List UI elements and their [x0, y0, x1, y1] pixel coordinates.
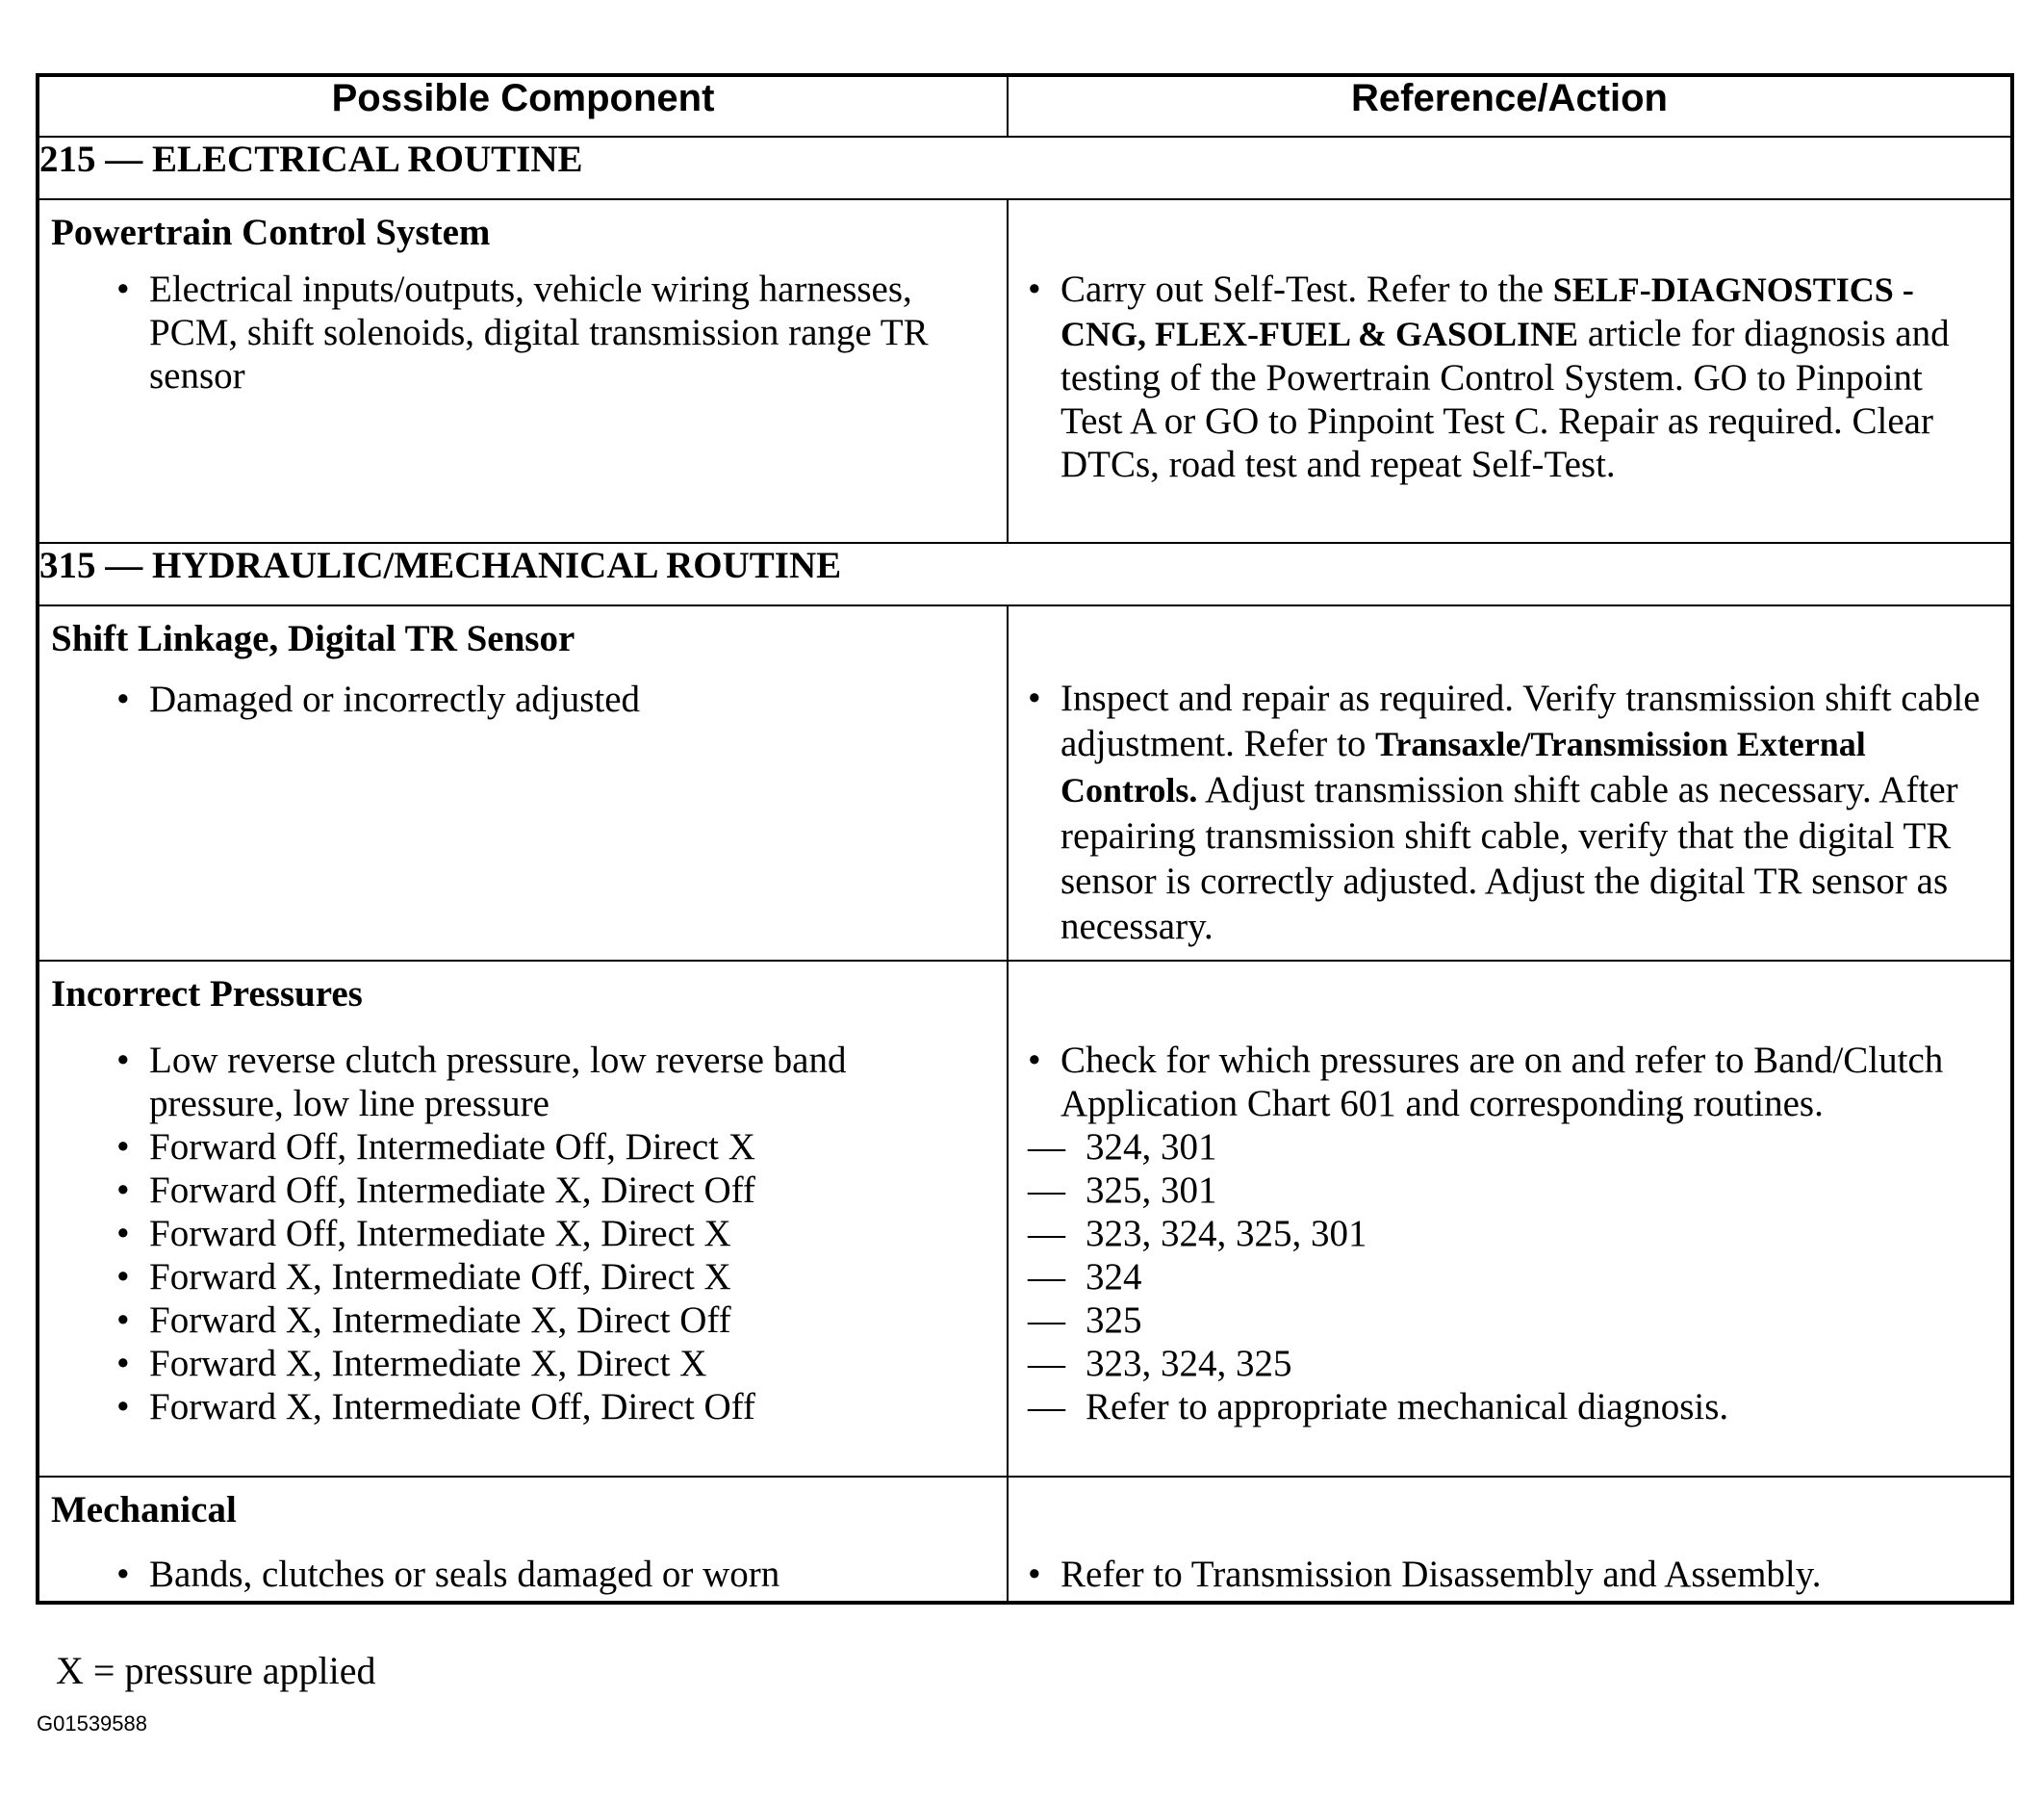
component-list — [39, 268, 1007, 398]
header-row — [38, 75, 2012, 137]
table-row — [38, 199, 2012, 543]
section-315-title: 315 — HYDRAULIC/MECHANICAL ROUTINE — [38, 543, 2012, 605]
legend-note: X = pressure applied — [56, 1649, 376, 1692]
table-row — [38, 961, 2012, 1477]
list-item: • Low reverse clutch pressure, low reverse band pressure, low line pressure — [116, 1039, 987, 1125]
action-list — [1009, 676, 2010, 949]
routine-reference: — 324, 301 — [1028, 1125, 1991, 1169]
action-list — [1009, 268, 2010, 486]
list-item: • Forward X, Intermediate X, Direct X — [116, 1342, 987, 1385]
section-row-215 — [38, 137, 2012, 199]
component-title: Incorrect Pressures — [51, 973, 363, 1015]
component-cell — [38, 1477, 1008, 1603]
action-cell — [1008, 1477, 2012, 1603]
component-list — [39, 1553, 1007, 1596]
header-action: Reference/Action — [1008, 75, 2012, 137]
article-reference: SELF-DIAGNOSTICS - CNG, FLEX-FUEL & GASOLINE — [1060, 270, 1914, 353]
action-text-post: Adjust transmission shift cable as necessary. After repairing transmission shift cable, verify that the digital TR sensor is correctly adjusted. Adjust the digital TR sensor as necessary. — [1060, 769, 1958, 947]
routine-reference: — 323, 324, 325, 301 — [1028, 1212, 1991, 1255]
routine-reference: — 324 — [1028, 1255, 1991, 1299]
component-list — [39, 1039, 1007, 1428]
list-item: • Damaged or incorrectly adjusted — [116, 678, 987, 721]
component-title: Powertrain Control System — [51, 212, 491, 253]
action-cell — [1008, 605, 2012, 961]
action-text-post: article for diagnosis and testing of the Powertrain Control System. GO to Pinpoint Test A or GO to Pinpoint Test C. Repair as required. Clear DTCs, road test and repeat Self-Test. — [1060, 313, 1950, 485]
action-list — [1009, 1039, 2010, 1125]
list-item: • Forward Off, Intermediate X, Direct Off — [116, 1169, 987, 1212]
table-row — [38, 1477, 2012, 1603]
figure-code: G01539588 — [37, 1711, 147, 1736]
action-text-pre: Carry out Self-Test. Refer to the — [1060, 269, 1553, 310]
routine-reference: — 325 — [1028, 1299, 1991, 1342]
list-item: • Bands, clutches or seals damaged or worn — [116, 1553, 987, 1596]
list-item: • Electrical inputs/outputs, vehicle wiring harnesses, PCM, shift solenoids, digital transmission range TR sensor — [116, 268, 987, 398]
routine-reference: — Refer to appropriate mechanical diagnosis. — [1028, 1385, 1991, 1428]
section-row-315 — [38, 543, 2012, 605]
action-list — [1009, 1553, 2010, 1596]
table-row — [38, 605, 2012, 961]
component-title: Shift Linkage, Digital TR Sensor — [51, 618, 575, 659]
action-cell — [1008, 199, 2012, 543]
routine-reference-list — [1009, 1125, 2010, 1428]
list-item — [1028, 676, 1991, 949]
section-215-title: 215 — ELECTRICAL ROUTINE — [38, 137, 2012, 199]
header-component: Possible Component — [38, 75, 1008, 137]
section-reference: Transaxle/Transmission External Controls. — [1060, 725, 1866, 810]
list-item: • Forward X, Intermediate Off, Direct X — [116, 1255, 987, 1299]
action-text-pre: Inspect and repair as required. Verify transmission shift cable adjustment. Refer to — [1060, 678, 1980, 764]
component-list — [39, 678, 1007, 721]
list-item: • Forward X, Intermediate X, Direct Off — [116, 1299, 987, 1342]
diagnosis-table — [36, 73, 2014, 1605]
list-item: • Forward X, Intermediate Off, Direct Off — [116, 1385, 987, 1428]
component-cell — [38, 605, 1008, 961]
list-item: • Forward Off, Intermediate Off, Direct X — [116, 1125, 987, 1169]
list-item: • Refer to Transmission Disassembly and Assembly. — [1028, 1553, 1991, 1596]
list-item: • Check for which pressures are on and refer to Band/Clutch Application Chart 601 and corresponding routines. — [1028, 1039, 1991, 1125]
component-cell — [38, 199, 1008, 543]
action-cell — [1008, 961, 2012, 1477]
component-cell — [38, 961, 1008, 1477]
list-item: • Forward Off, Intermediate X, Direct X — [116, 1212, 987, 1255]
routine-reference: — 325, 301 — [1028, 1169, 1991, 1212]
list-item — [1028, 268, 1991, 486]
routine-reference: — 323, 324, 325 — [1028, 1342, 1991, 1385]
component-title: Mechanical — [51, 1489, 237, 1530]
